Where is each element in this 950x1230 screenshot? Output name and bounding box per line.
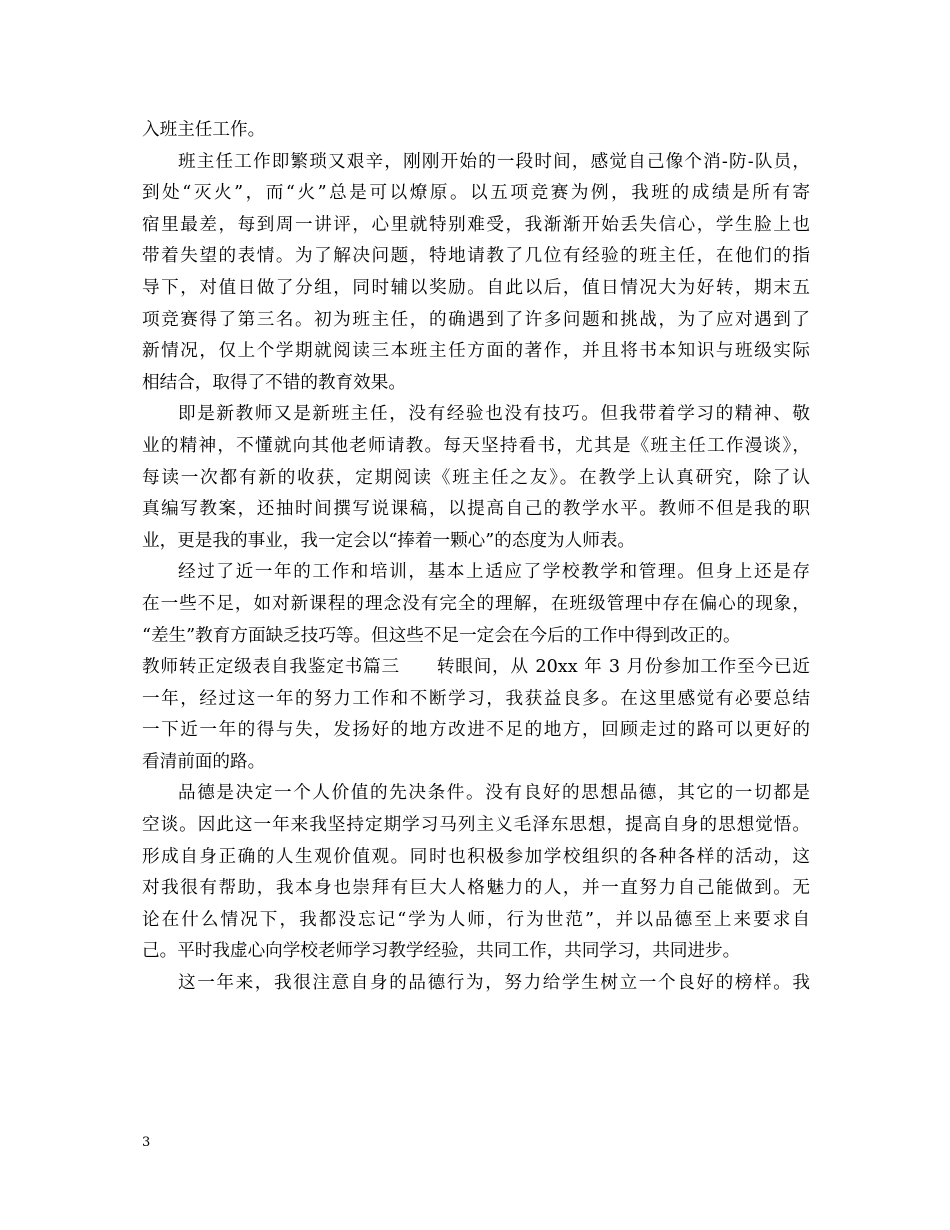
paragraph-line: 宿里最差，每到周一讲评，心里就特别难受，我渐渐开始丢失信心，学生脸上也 (142, 214, 810, 235)
paragraph-line: “差生”教育方面缺乏技巧等。但这些不足一定会在今后的工作中得到改正的。 (142, 625, 741, 646)
paragraph-line: 形成自身正确的人生观价值观。同时也积极参加学校组织的各种各样的活动，这 (142, 846, 810, 867)
paragraph-line: 新情况，仅上个学期就阅读三本班主任方面的著作，并且将书本知识与班级实际 (142, 341, 810, 362)
page-number: 3 (142, 1135, 151, 1150)
paragraph-first-line: 即是新教师又是新班主任，没有经验也没有技巧。但我带着学习的精神、敬 (178, 404, 810, 425)
paragraph-line: 空谈。因此这一年来我坚持定期学习马列主义毛泽东思想，提高自身的思想觉悟。 (142, 815, 810, 836)
paragraph-line: 业，更是我的事业，我一定会以“捧着一颗心”的态度为人师表。 (142, 530, 636, 551)
paragraph-line: 一下近一年的得与失，发扬好的地方改进不足的地方，回顾走过的路可以更好的 (142, 720, 810, 741)
paragraph-first-line: 品德是决定一个人价值的先决条件。没有良好的思想品德，其它的一切都是 (178, 783, 810, 804)
paragraph-line: 己。平时我虚心向学校老师学习教学经验，共同工作，共同学习，共同进步。 (142, 941, 741, 962)
paragraph-first-line: 班主任工作即繁琐又艰辛，刚刚开始的一段时间，感觉自己像个消-防-队员， (178, 151, 810, 172)
paragraph-line: 真编写教案，还抽时间撰写说课稿，以提高自己的教学水平。教师不但是我的职 (142, 499, 810, 520)
paragraph-line: 导下，对值日做了分组，同时辅以奖励。自此以后，值日情况大为好转，期末五 (142, 277, 810, 298)
paragraph-first-line: 这一年来，我很注意自身的品德行为，努力给学生树立一个良好的榜样。我 (178, 973, 810, 994)
paragraph-line: 对我很有帮助，我本身也崇拜有巨大人格魅力的人，并一直努力自己能做到。无 (142, 878, 810, 899)
paragraph-line: 在一些不足，如对新课程的理念没有完全的理解，在班级管理中存在偏心的现象， (142, 593, 810, 614)
paragraph-line: 业的精神，不懂就向其他老师请教。每天坚持看书，尤其是《班主任工作漫谈》， (142, 435, 810, 456)
document-body (142, 115, 810, 1000)
paragraph-line: 教师转正定级表自我鉴定书篇三 转眼间，从 20xx 年 3 月份参加工作至今已近 (142, 657, 810, 678)
paragraph-line: 项竞赛得了第三名。初为班主任，的确遇到了许多问题和挑战，为了应对遇到了 (142, 309, 810, 330)
paragraph-first-line: 经过了近一年的工作和培训，基本上适应了学校教学和管理。但身上还是存 (178, 562, 810, 583)
paragraph-line: 到处“灭火”，而“火”总是可以燎原。以五项竞赛为例，我班的成绩是所有寄 (142, 183, 810, 204)
paragraph-line: 带着失望的表情。为了解决问题，特地请教了几位有经验的班主任，在他们的指 (142, 246, 810, 267)
paragraph-line: 看清前面的路。 (142, 751, 266, 772)
paragraph-line: 每读一次都有新的收获，定期阅读《班主任之友》。在教学上认真研究，除了认 (142, 467, 810, 488)
paragraph-line: 一年，经过这一年的努力工作和不断学习，我获益良多。在这里感觉有必要总结 (142, 688, 810, 709)
paragraph-line: 入班主任工作。 (142, 120, 266, 140)
paragraph-line: 相结合，取得了不错的教育效果。 (142, 372, 406, 393)
paragraph-line: 论在什么情况下，我都没忘记“学为人师，行为世范”，并以品德至上来要求自 (142, 909, 810, 930)
